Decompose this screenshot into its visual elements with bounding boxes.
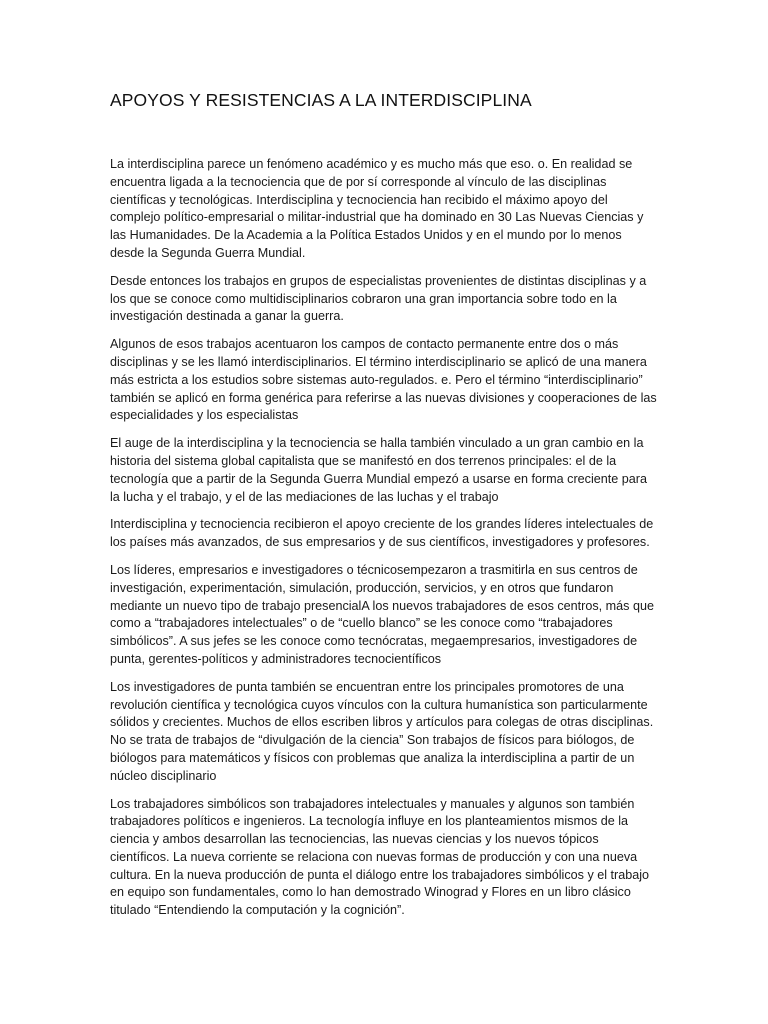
paragraph: El auge de la interdisciplina y la tecnociencia se halla también vinculado a un gran cambio en la historia del sistema global capitalista que se manifestó en dos terrenos principales: el de la tecnología que a partir de la Segunda Guerra Mundial empezó a usarse en forma creciente para la lucha y el trabajo, y el de las mediaciones de las luchas y el trabajo [110, 436, 647, 504]
paragraph: Desde entonces los trabajos en grupos de especialistas provenientes de distintas disciplinas y a los que se conoce como multidisciplinarios cobraron una gran importancia sobre todo en la investigación destinada a ganar la guerra. [110, 273, 647, 324]
paragraph: Los líderes, empresarios e investigadores o técnicosempezaron a trasmitirla en sus centros de investigación, experimentación, simulación, producción, servicios, y en otros que fundaron mediante un nuevo tipo de trabajo presencialA los nuevos trabajadores de esos centros, más que como a “trabajadores intelectuales” o de “cuello blanco” se les conoce como “trabajadores simbólicos”. A sus jefes se les conoce como tecnócratas, megaempresarios, investigadores de punta, gerentes-políticos y administradores tecnocientíficos [110, 562, 654, 666]
paragraph: La interdisciplina parece un fenómeno académico y es mucho más que eso. o. En realidad se encuentra ligada a la tecnociencia que de por sí corresponde al vínculo de las disciplinas científicas y tecnológicas. Interdisciplina y tecnociencia han recibido el máximo apoyo del complejo político-empresarial o militar-industrial que ha dominado en 30 Las Nuevas Ciencias y las Humanidades. De la Academia a la Política Estados Unidos y en el mundo por lo menos desde la Segunda Guerra Mundial. [110, 157, 644, 260]
paragraph: Los investigadores de punta también se encuentran entre los principales promotores de una revolución científica y tecnológica cuyos vínculos con la cultura humanística son particularmente sólidos y crecientes. Muchos de ellos escriben libros y artículos para colegas de otras disciplinas. No se trata de trabajos de “divulgación de la ciencia” Son trabajos de físicos para biólogos, de biólogos para matemáticos y físicos con problemas que analiza la interdisciplina a partir de un núcleo disciplinario [110, 679, 654, 783]
document-title: APOYOS Y RESISTENCIAS A LA INTERDISCIPLINA [110, 90, 532, 110]
paragraph: Interdisciplina y tecnociencia recibieron el apoyo creciente de los grandes líderes intelectuales de los países más avanzados, de sus empresarios y de sus científicos, investigadores y profesores. [110, 517, 654, 550]
document-content [110, 88, 658, 930]
paragraph: Los trabajadores simbólicos son trabajadores intelectuales y manuales y algunos son también trabajadores políticos e ingenieros. La tecnología influye en los planteamientos mismos de la ciencia y ambos desarrollan las tecnociencias, las nuevas ciencias y los nuevos tópicos científicos. La nueva corriente se relaciona con nuevas formas de producción y con una nueva cultura. En la nueva producción de punta el diálogo entre los trabajadores simbólicos y el trabajo en equipo son fundamentales, como lo han demostrado Winograd y Flores en un libro clásico titulado “Entendiendo la computación y la cognición”. [110, 796, 650, 918]
paragraph: Algunos de esos trabajos acentuaron los campos de contacto permanente entre dos o más disciplinas y se les llamó interdisciplinarios. El término interdisciplinario se aplicó de una manera más estricta a los estudios sobre sistemas auto-regulados. e. Pero el término “interdisciplinario” también se aplicó en forma genérica para referirse a las nuevas divisiones y cooperaciones de las especialidades y los especialistas [110, 337, 657, 423]
